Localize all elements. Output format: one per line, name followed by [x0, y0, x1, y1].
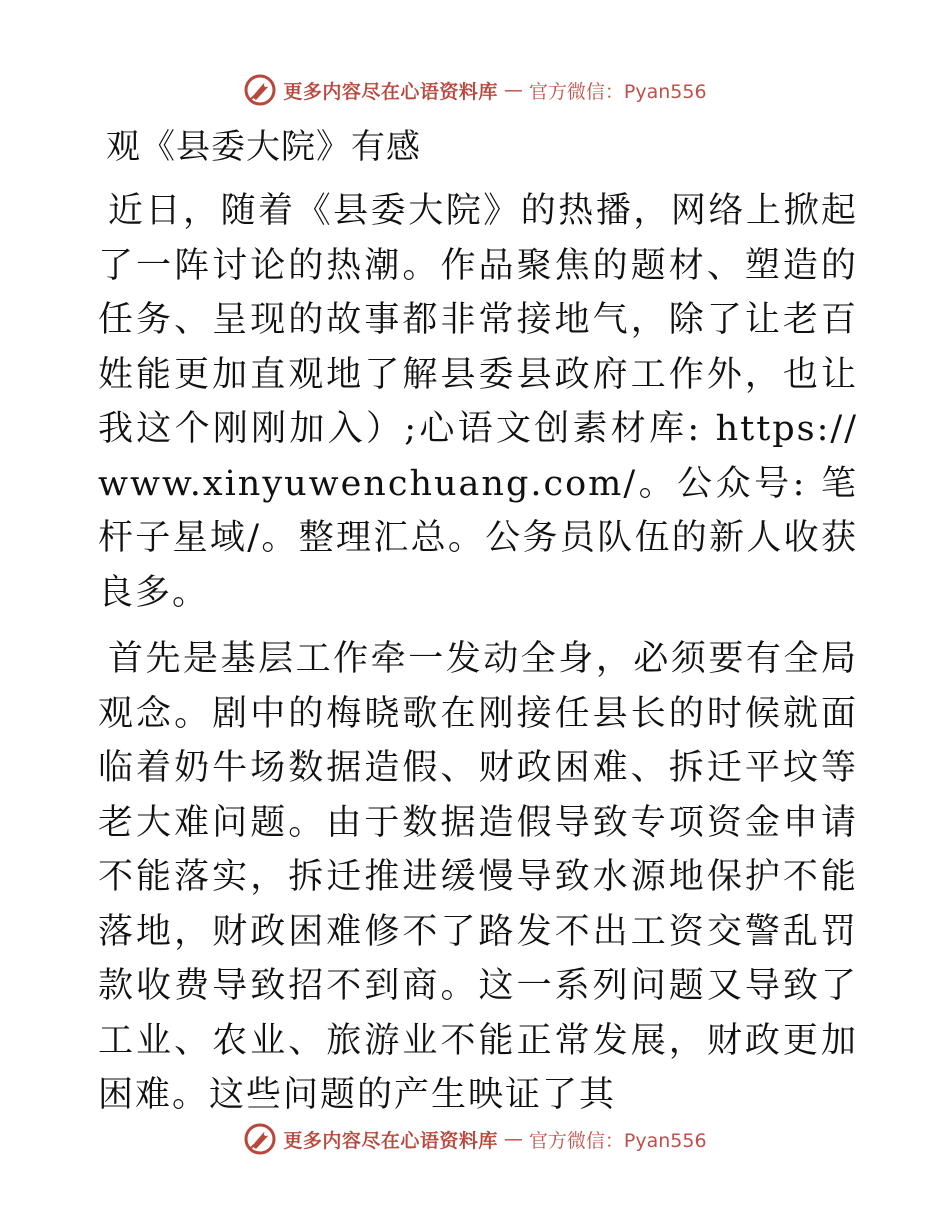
watermark-site-text: 更多内容尽在心语资料库: [283, 80, 498, 103]
watermark-separator: —: [503, 79, 523, 101]
pen-nib-circle-icon: [243, 73, 277, 107]
watermark-contact: 官方微信：Pyan556: [528, 1129, 707, 1152]
document-title: 观《县委大院》有感: [106, 127, 421, 167]
pen-nib-circle-icon: [243, 1122, 277, 1156]
watermark-site-text: 更多内容尽在心语资料库: [283, 1129, 498, 1152]
footer-watermark: [0, 1119, 950, 1159]
watermark-contact: 官方微信：Pyan556: [528, 80, 707, 103]
header-watermark: [0, 70, 950, 110]
document-body: [98, 122, 858, 1135]
paragraph: 首先是基层工作牵一发动全身，必须要有全局观念。剧中的梅晓歌在刚接任县长的时候就面临着奶牛场数据造假、财政困难、拆迁平坟等老大难问题。由于数据造假导致专项资金申请不能落实，拆迁推进缓慢导致水源地保护不能落地，财政困难修不了路发不出工资交警乱罚款收费导致招不到商。这一系列问题又导致了工业、农业、旅游业不能正常发展，财政更加困难。这些问题的产生映证了其: [98, 639, 858, 1115]
paragraph: 近日，随着《县委大院》的热播，网络上掀起了一阵讨论的热潮。作品聚焦的题材、塑造的任务、呈现的故事都非常接地气，除了让老百姓能更加直观地了解县委县政府工作外，也让我这个刚刚加入）;心语文创素材库: https://www.xinyuwenchuang.com/。公众号: 笔杆子星域/。整理汇总。公务员队伍的新人收获良多。: [98, 191, 858, 613]
watermark-separator: —: [503, 1128, 523, 1150]
